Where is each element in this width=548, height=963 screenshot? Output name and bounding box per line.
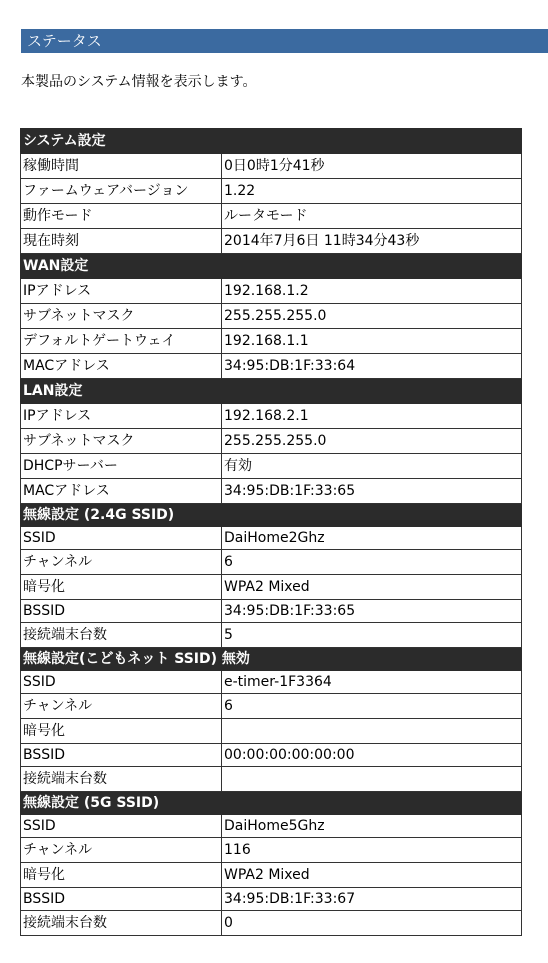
row-label: MACアドレス	[21, 479, 222, 504]
row-label: SSID	[21, 815, 222, 838]
status-table	[20, 128, 522, 936]
row-value: 1.22	[222, 179, 522, 204]
row-value: 6	[222, 694, 522, 719]
row-value: WPA2 Mixed	[222, 863, 522, 888]
table-row	[21, 154, 522, 179]
row-value: 0	[222, 911, 522, 936]
row-label: 暗号化	[21, 719, 222, 744]
table-row	[21, 454, 522, 479]
section-title: LAN設定	[21, 379, 522, 404]
row-value: 192.168.1.2	[222, 279, 522, 304]
row-label: デフォルトゲートウェイ	[21, 329, 222, 354]
row-value: 255.255.255.0	[222, 304, 522, 329]
table-row	[21, 404, 522, 429]
row-label: 稼働時間	[21, 154, 222, 179]
row-label: MACアドレス	[21, 354, 222, 379]
table-row	[21, 354, 522, 379]
table-row	[21, 204, 522, 229]
row-label: BSSID	[21, 888, 222, 911]
section-header-wireless-2g	[21, 504, 522, 527]
row-value: 255.255.255.0	[222, 429, 522, 454]
row-label: チャンネル	[21, 550, 222, 575]
section-title: システム設定	[21, 129, 522, 154]
section-header-wireless-kids	[21, 648, 522, 671]
table-row	[21, 815, 522, 838]
row-value: 有効	[222, 454, 522, 479]
table-row	[21, 744, 522, 767]
row-label: 接続端末台数	[21, 911, 222, 936]
row-label: DHCPサーバー	[21, 454, 222, 479]
row-value: WPA2 Mixed	[222, 575, 522, 600]
row-label: BSSID	[21, 744, 222, 767]
row-value: 34:95:DB:1F:33:64	[222, 354, 522, 379]
table-row	[21, 179, 522, 204]
row-label: 接続端末台数	[21, 623, 222, 648]
row-value: 5	[222, 623, 522, 648]
section-title: WAN設定	[21, 254, 522, 279]
table-row	[21, 527, 522, 550]
row-label: SSID	[21, 527, 222, 550]
table-row	[21, 575, 522, 600]
page-title: ステータス	[21, 29, 548, 53]
row-label: ファームウェアバージョン	[21, 179, 222, 204]
row-value: 2014年7月6日 11時34分43秒	[222, 229, 522, 254]
row-value: DaiHome5Ghz	[222, 815, 522, 838]
row-label: 現在時刻	[21, 229, 222, 254]
section-title: 無線設定 (5G SSID)	[21, 792, 522, 815]
row-label: BSSID	[21, 600, 222, 623]
row-value	[222, 719, 522, 744]
table-row	[21, 694, 522, 719]
table-row	[21, 429, 522, 454]
row-value: DaiHome2Ghz	[222, 527, 522, 550]
table-row	[21, 229, 522, 254]
row-value: 192.168.1.1	[222, 329, 522, 354]
row-label: 動作モード	[21, 204, 222, 229]
section-title: 無線設定(こどもネット SSID) 無効	[21, 648, 522, 671]
row-value: 34:95:DB:1F:33:67	[222, 888, 522, 911]
row-label: 暗号化	[21, 863, 222, 888]
section-header-wan	[21, 254, 522, 279]
row-value: 0日0時1分41秒	[222, 154, 522, 179]
row-value: 34:95:DB:1F:33:65	[222, 479, 522, 504]
row-value: ルータモード	[222, 204, 522, 229]
table-row	[21, 600, 522, 623]
row-value: 34:95:DB:1F:33:65	[222, 600, 522, 623]
row-label: チャンネル	[21, 838, 222, 863]
table-row	[21, 279, 522, 304]
section-header-system	[21, 129, 522, 154]
row-value: 6	[222, 550, 522, 575]
row-label: 接続端末台数	[21, 767, 222, 792]
section-header-wireless-5g	[21, 792, 522, 815]
table-row	[21, 767, 522, 792]
row-value: e-timer-1F3364	[222, 671, 522, 694]
table-row	[21, 911, 522, 936]
table-row	[21, 838, 522, 863]
row-label: サブネットマスク	[21, 304, 222, 329]
row-value: 116	[222, 838, 522, 863]
table-row	[21, 329, 522, 354]
row-value: 00:00:00:00:00:00	[222, 744, 522, 767]
row-label: SSID	[21, 671, 222, 694]
section-header-lan	[21, 379, 522, 404]
row-label: IPアドレス	[21, 279, 222, 304]
row-label: チャンネル	[21, 694, 222, 719]
page-description: 本製品のシステム情報を表示します。	[21, 74, 257, 90]
table-row	[21, 888, 522, 911]
row-label: サブネットマスク	[21, 429, 222, 454]
table-row	[21, 479, 522, 504]
row-label: 暗号化	[21, 575, 222, 600]
table-row	[21, 623, 522, 648]
row-value: 192.168.2.1	[222, 404, 522, 429]
row-label: IPアドレス	[21, 404, 222, 429]
row-value	[222, 767, 522, 792]
table-row	[21, 671, 522, 694]
table-row	[21, 719, 522, 744]
table-row	[21, 863, 522, 888]
table-row	[21, 550, 522, 575]
table-row	[21, 304, 522, 329]
section-title: 無線設定 (2.4G SSID)	[21, 504, 522, 527]
